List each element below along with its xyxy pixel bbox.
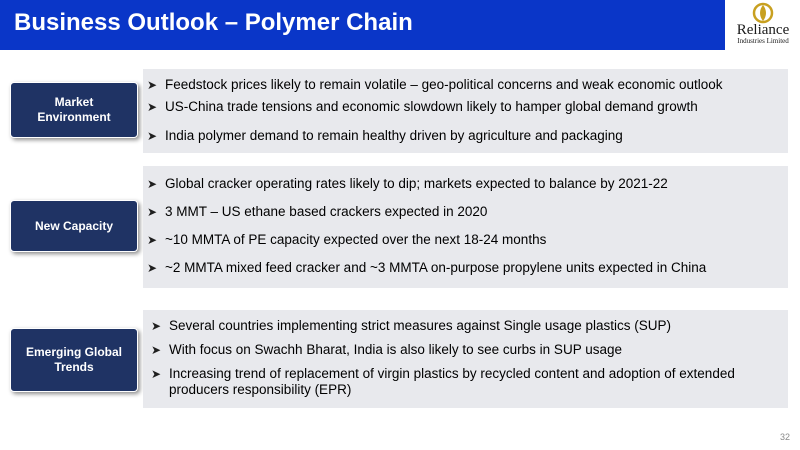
bullet-item: [147, 260, 706, 276]
section-label-text: New Capacity: [34, 218, 114, 233]
bullet-text: India polymer demand to remain healthy driven by agriculture and packaging: [165, 128, 623, 143]
arrow-bullet-icon: ➤: [147, 233, 158, 247]
arrow-bullet-icon: ➤: [147, 78, 158, 92]
arrow-bullet-icon: ➤: [147, 177, 158, 191]
bullet-text: Global cracker operating rates likely to dip; markets expected to balance by 2021-22: [165, 176, 668, 191]
section-label-emerging-global-trends: [10, 328, 138, 392]
bullet-item: [147, 176, 668, 192]
arrow-bullet-icon: ➤: [147, 100, 158, 114]
page-number: 32: [779, 432, 790, 442]
section-label-new-capacity: [10, 200, 138, 252]
arrow-bullet-icon: ➤: [151, 343, 162, 357]
section-label-text: Market Environment: [37, 95, 111, 124]
bullet-text: ~2 MMTA mixed feed cracker and ~3 MMTA on-purpose propylene units expected in China: [165, 260, 707, 275]
arrow-bullet-icon: ➤: [147, 205, 158, 219]
logo-subtitle: Industries Limited: [737, 37, 789, 45]
section-label-text: Emerging Global Trends: [25, 345, 122, 374]
bullet-text: Increasing trend of replacement of virgin plastics by recycled content and adoption of extended producers responsibility (EPR): [169, 366, 735, 397]
bullet-text: Feedstock prices likely to remain volatile – geo-political concerns and weak economic outlook: [165, 77, 723, 92]
bullet-text: Several countries implementing strict measures against Single usage plastics (SUP): [169, 318, 671, 333]
section-content-new-capacity: [143, 166, 788, 288]
title-bar: [0, 0, 725, 50]
bullet-text: 3 MMT – US ethane based crackers expected in 2020: [165, 204, 488, 219]
bullet-item: [147, 232, 546, 248]
bullet-item: [147, 77, 723, 93]
bullet-item: [147, 128, 623, 144]
bullet-item: [151, 366, 751, 398]
logo-name: Reliance: [736, 22, 790, 38]
reliance-emblem-icon: [750, 2, 776, 24]
company-logo: [728, 2, 798, 50]
arrow-bullet-icon: ➤: [147, 261, 158, 275]
bullet-text: ~10 MMTA of PE capacity expected over the next 18-24 months: [165, 232, 547, 247]
slide-title: Business Outlook – Polymer Chain: [14, 9, 413, 36]
section-content-emerging-global-trends: [143, 310, 788, 408]
bullet-text: With focus on Swachh Bharat, India is also likely to see curbs in SUP usage: [169, 342, 622, 357]
bullet-text: US-China trade tensions and economic slowdown likely to hamper global demand growth: [165, 99, 698, 114]
bullet-item: [147, 99, 698, 115]
arrow-bullet-icon: ➤: [151, 367, 162, 381]
bullet-item: [151, 342, 622, 358]
section-content-market-environment: [143, 69, 788, 153]
section-label-market-environment: [10, 82, 138, 138]
arrow-bullet-icon: ➤: [147, 129, 158, 143]
bullet-item: [151, 318, 671, 334]
bullet-item: [147, 204, 487, 220]
arrow-bullet-icon: ➤: [151, 319, 162, 333]
